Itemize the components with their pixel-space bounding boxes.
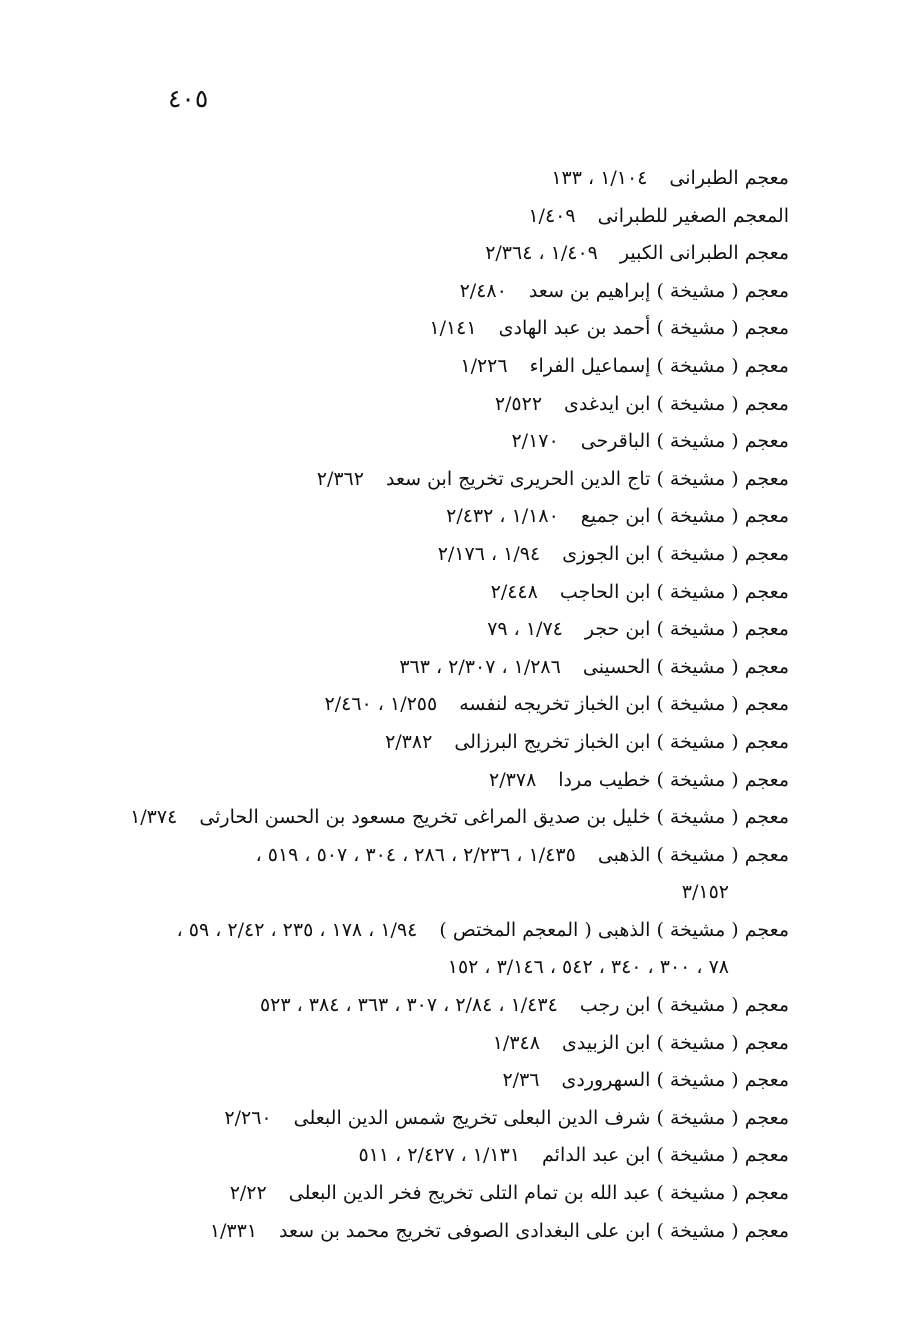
index-entry — [89, 536, 789, 574]
index-entry — [89, 1137, 789, 1175]
index-entry — [89, 987, 789, 1025]
entry-title: معجم ( مشيخة ) ابن الزبيدى — [561, 1031, 789, 1054]
entry-references: ١/١٣١ ، ٢/٤٢٧ ، ٥١١ — [358, 1144, 521, 1167]
entry-title: معجم ( مشيخة ) السهروردى — [561, 1069, 789, 1092]
entry-title: المعجم الصغير للطبرانى — [597, 204, 789, 227]
entry-title: معجم ( مشيخة ) الباقرحى — [580, 430, 789, 453]
entry-title: معجم ( مشيخة ) عبد الله بن تمام التلى تخريج فخر الدين البعلى — [288, 1182, 789, 1205]
index-entry — [89, 198, 789, 236]
entry-title: معجم ( مشيخة ) ابن الحاجب — [559, 580, 789, 603]
index-entry — [89, 1100, 789, 1138]
entry-title: معجم ( مشيخة ) إسماعيل الفراء — [529, 354, 789, 377]
index-entry — [89, 799, 789, 837]
entry-title: معجم ( مشيخة ) الذهبى ( المعجم المختص ) — [439, 918, 789, 941]
index-entry — [89, 461, 789, 499]
entry-title: معجم ( مشيخة ) أحمد بن عبد الهادى — [498, 317, 789, 340]
index-entry — [89, 310, 789, 348]
entry-references: ١/٤٣٥ ، ٢/٢٣٦ ، ٢٨٦ ، ٣٠٤ ، ٥٠٧ ، ٥١٩ ، — [255, 843, 576, 866]
index-entries — [89, 160, 789, 1250]
index-entry — [89, 386, 789, 424]
entry-references: ١/٤٠٩ ، ٢/٣٦٤ — [485, 242, 598, 265]
entry-references: ١/٩٤ ، ١٧٨ ، ٢٣٥ ، ٢/٤٢ ، ٥٩ ، — [176, 918, 418, 941]
entry-title: معجم ( مشيخة ) ابن حجر — [584, 618, 789, 641]
entry-title: معجم الطبرانى — [669, 167, 789, 189]
index-entry — [89, 273, 789, 311]
entry-title: معجم ( مشيخة ) ابن عبد الدائم — [542, 1144, 789, 1167]
entry-references: ١/٢٨٦ ، ٢/٣٠٧ ، ٣٦٣ — [399, 655, 561, 678]
index-entry — [89, 1175, 789, 1213]
index-entry — [89, 649, 789, 687]
entry-references: ١/٣٣١ — [209, 1219, 258, 1242]
entry-references: ١/٧٤ ، ٧٩ — [487, 618, 563, 641]
entry-references: ٢/٣٨٢ — [385, 730, 433, 753]
index-entry — [89, 1213, 789, 1251]
index-entry — [89, 235, 789, 273]
entry-references: ١/١٠٤ ، ١٣٣ — [551, 167, 648, 189]
entry-references: ١/٣٤٨ — [492, 1031, 540, 1054]
entry-references: ١/٢٢٦ — [460, 354, 508, 377]
entry-title: معجم ( مشيخة ) خليل بن صديق المراغى تخريج مسعود بن الحسن الحارثى — [199, 806, 789, 829]
entry-references: ١/٣٧٤ — [130, 806, 178, 829]
entry-references: ٢/١٧٠ — [511, 430, 559, 453]
entry-references: ٢/٢٢ — [229, 1182, 267, 1205]
entry-title: معجم ( مشيخة ) ابن رجب — [579, 994, 789, 1017]
entry-references-continued: ٧٨ ، ٣٠٠ ، ٣٤٠ ، ٥٤٢ ، ٣/١٤٦ ، ١٥٢ — [447, 956, 729, 979]
entry-references: ٢/٣٦٢ — [316, 467, 364, 490]
entry-references: ٢/٢٦٠ — [224, 1106, 272, 1129]
index-entry — [89, 348, 789, 386]
entry-title: معجم ( مشيخة ) شرف الدين البعلى تخريج شمس الدين البعلى — [293, 1106, 789, 1129]
index-entry — [89, 837, 789, 912]
entry-title: معجم ( مشيخة ) خطيب مردا — [558, 768, 789, 791]
entry-references: ١/٢٥٥ ، ٢/٤٦٠ — [324, 693, 438, 716]
entry-references: ٢/٤٨٠ — [459, 279, 507, 302]
index-entry — [89, 762, 789, 800]
entry-title: معجم ( مشيخة ) إبراهيم بن سعد — [528, 279, 789, 302]
index-entry — [89, 1062, 789, 1100]
index-entry — [89, 724, 789, 762]
index-entry — [89, 160, 789, 198]
index-entry — [89, 1025, 789, 1063]
entry-references: ١/١٤١ — [429, 317, 477, 340]
entry-title: معجم ( مشيخة ) الحسينى — [582, 655, 789, 678]
entry-references: ٢/٣٧٨ — [489, 768, 537, 791]
index-entry — [89, 686, 789, 724]
entry-references: ٢/٣٦ — [502, 1069, 540, 1092]
entry-title: معجم ( مشيخة ) الذهبى — [597, 843, 789, 866]
entry-title: معجم ( مشيخة ) ابن ايدغدى — [564, 392, 789, 415]
entry-title: معجم ( مشيخة ) ابن جميع — [580, 505, 789, 528]
entry-references: ١/٩٤ ، ٢/١٧٦ — [437, 542, 541, 565]
index-entry — [89, 611, 789, 649]
page-number: ٤٠٥ — [168, 84, 209, 113]
entry-references: ٢/٥٢٢ — [494, 392, 543, 415]
entry-title: معجم ( مشيخة ) ابن الخباز تخريج البرزالى — [454, 730, 789, 753]
index-entry — [89, 912, 789, 987]
entry-title: معجم ( مشيخة ) ابن الجوزى — [562, 542, 789, 565]
entry-references-continued: ٣/١٥٢ — [681, 881, 729, 904]
index-entry — [89, 498, 789, 536]
index-entry — [89, 423, 789, 461]
entry-title: معجم ( مشيخة ) ابن على البغدادى الصوفى تخريج محمد بن سعد — [279, 1219, 789, 1242]
entry-title: معجم الطبرانى الكبير — [619, 242, 789, 265]
entry-references: ١/٤٠٩ — [528, 204, 576, 227]
index-entry — [89, 574, 789, 612]
entry-title: معجم ( مشيخة ) تاج الدين الحريرى تخريج ابن سعد — [385, 467, 789, 490]
entry-title: معجم ( مشيخة ) ابن الخباز تخريجه لنفسه — [459, 693, 789, 716]
entry-references: ٢/٤٤٨ — [490, 580, 538, 603]
entry-references: ١/١٨٠ ، ٢/٤٣٢ — [446, 505, 559, 528]
entry-references: ١/٤٣٤ ، ٢/٨٤ ، ٣٠٧ ، ٣٦٣ ، ٣٨٤ ، ٥٢٣ — [259, 994, 558, 1017]
